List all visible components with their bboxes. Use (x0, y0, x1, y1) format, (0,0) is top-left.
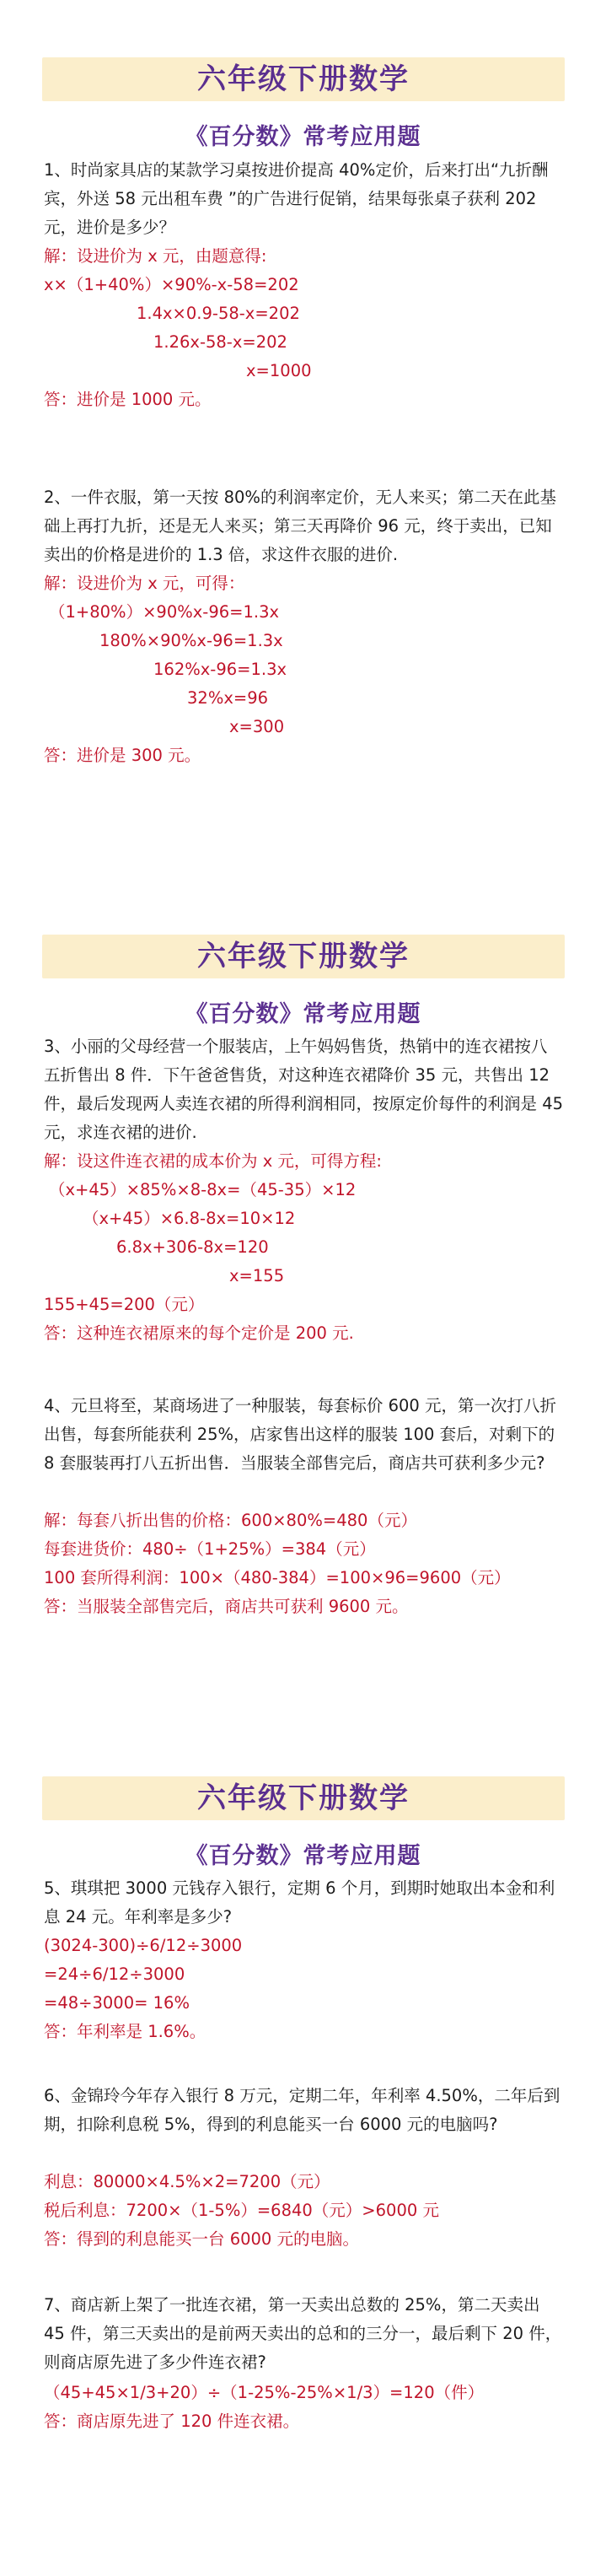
solution-line: （x+45）×6.8-8x=10×12 (83, 1209, 296, 1228)
problem-question: 5、琪琪把 3000 元钱存入银行，定期 6 个月，到期时她取出本金和利息 24 元。年利率是多少? (44, 1878, 555, 1927)
section-2 (0, 843, 606, 1729)
solution-line: 32%x=96 (187, 688, 269, 708)
solution-line: 1.26x-58-x=202 (153, 332, 287, 352)
section-1 (0, 0, 606, 843)
answer-line: 答：这种连衣裙原来的每个定价是 200 元. (44, 1323, 354, 1343)
solution-line: =48÷3000= 16% (44, 1993, 190, 2013)
solution-line: （x+45）×85%×8-8x=（45-35）×12 (49, 1180, 357, 1199)
subtitle: 《百分数》常考应用题 (185, 1001, 421, 1027)
solution-line: 每套进货价：480÷（1+25%）=384（元） (44, 1539, 376, 1559)
solution-line: 100 套所得利润：100×（480-384）=100×96=9600（元） (44, 1568, 511, 1587)
solution-line: （45+45×1/3+20）÷（1-25%-25%×1/3）=120（件） (44, 2383, 485, 2402)
page-title: 六年级下册数学 (197, 1781, 410, 1815)
solution-line: (3024-300)÷6/12÷3000 (44, 1936, 243, 1955)
subtitle: 《百分数》常考应用题 (185, 124, 421, 150)
problem-question: 7、商店新上架了一批连衣裙，第一天卖出总数的 25%，第二天卖出 45 件，第三天卖出的是前两天卖出的总和的三分一，最后剩下 20 件，则商店原先进了多少件连衣裙? (44, 2295, 562, 2372)
problem-question: 3、小丽的父母经营一个服装店，上午妈妈售货，热销中的连衣裙按八五折售出 8 件．下午爸爸售货，对这种连衣裙降价 35 元，共售出 12 件，最后发现两人卖连衣裙的所得利润相同，按原定价每件的利润是 45 元，求连衣裙的进价. (44, 1037, 564, 1142)
solution-line: 税后利息：7200×（1-5%）=6840（元）>6000 元 (44, 2201, 439, 2220)
solution-line: 解：设这件连衣裙的成本价为 x 元，可得方程: (44, 1151, 383, 1171)
solution-line: x=155 (229, 1266, 285, 1285)
problem-question: 4、元旦将至，某商场进了一种服装，每套标价 600 元，第一次打八折出售，每套所能获利 25%，店家售出这样的服装 100 套后，对剩下的 8 套服装再打八五折出售．当服装全部售完后，商店共可获利多少元? (44, 1396, 557, 1473)
problem-question: 6、金锦玲今年存入银行 8 万元，定期二年，年利率 4.50%，二年后到期，扣除利息税 5%，得到的利息能买一台 6000 元的电脑吗? (44, 2086, 560, 2134)
solution-line: 180%×90%x-96=1.3x (99, 631, 283, 650)
title-banner (42, 935, 565, 978)
solution-line: x=300 (229, 717, 285, 736)
solution-line: 6.8x+306-8x=120 (116, 1237, 269, 1257)
problem-question: 2、一件衣服，第一天按 80%的利润率定价，无人来买；第二天在此基础上再打九折，还是无人来买；第三天再降价 96 元，终于卖出，已知卖出的价格是进价的 1.3 倍，求这件衣服的进价. (44, 488, 556, 564)
title-banner (42, 1776, 565, 1820)
subtitle: 《百分数》常考应用题 (185, 1843, 421, 1869)
answer-line: 答：年利率是 1.6%。 (44, 2022, 206, 2041)
page-title: 六年级下册数学 (197, 62, 410, 96)
section-3 (0, 1729, 606, 2576)
solution-line: 1.4x×0.9-58-x=202 (137, 304, 300, 323)
problem-question: 1、时尚家具店的某款学习桌按进价提高 40%定价，后来打出“九折酬宾，外送 58 元出租车费 ”的广告进行促销，结果每张桌子获利 202 元，进价是多少？ (44, 160, 549, 237)
answer-line: 答：得到的利息能买一台 6000 元的电脑。 (44, 2229, 360, 2249)
solution-line: 解：每套八折出售的价格：600×80%=480（元） (44, 1511, 417, 1530)
answer-line: 答：进价是 1000 元。 (44, 390, 212, 409)
answer-line: 答：当服装全部售完后，商店共可获利 9600 元。 (44, 1597, 409, 1616)
title-banner (42, 57, 565, 101)
answer-line: 答：商店原先进了 120 件连衣裙。 (44, 2412, 300, 2431)
solution-line: （1+80%）×90%x-96=1.3x (49, 602, 280, 622)
solution-line: x=1000 (246, 361, 312, 380)
solution-line: =24÷6/12÷3000 (44, 1964, 185, 1984)
solution-line: 解：设进价为 x 元，可得： (44, 574, 245, 593)
solution-line: 155+45=200（元） (44, 1295, 205, 1314)
solution-line: 162%x-96=1.3x (153, 660, 287, 679)
solution-line: x×（1+40%）×90%-x-58=202 (44, 275, 299, 294)
page-title: 六年级下册数学 (197, 940, 410, 973)
solution-line: 解：设进价为 x 元，由题意得: (44, 246, 267, 266)
answer-line: 答：进价是 300 元。 (44, 746, 201, 765)
solution-line: 利息：80000×4.5%×2=7200（元） (44, 2172, 330, 2191)
